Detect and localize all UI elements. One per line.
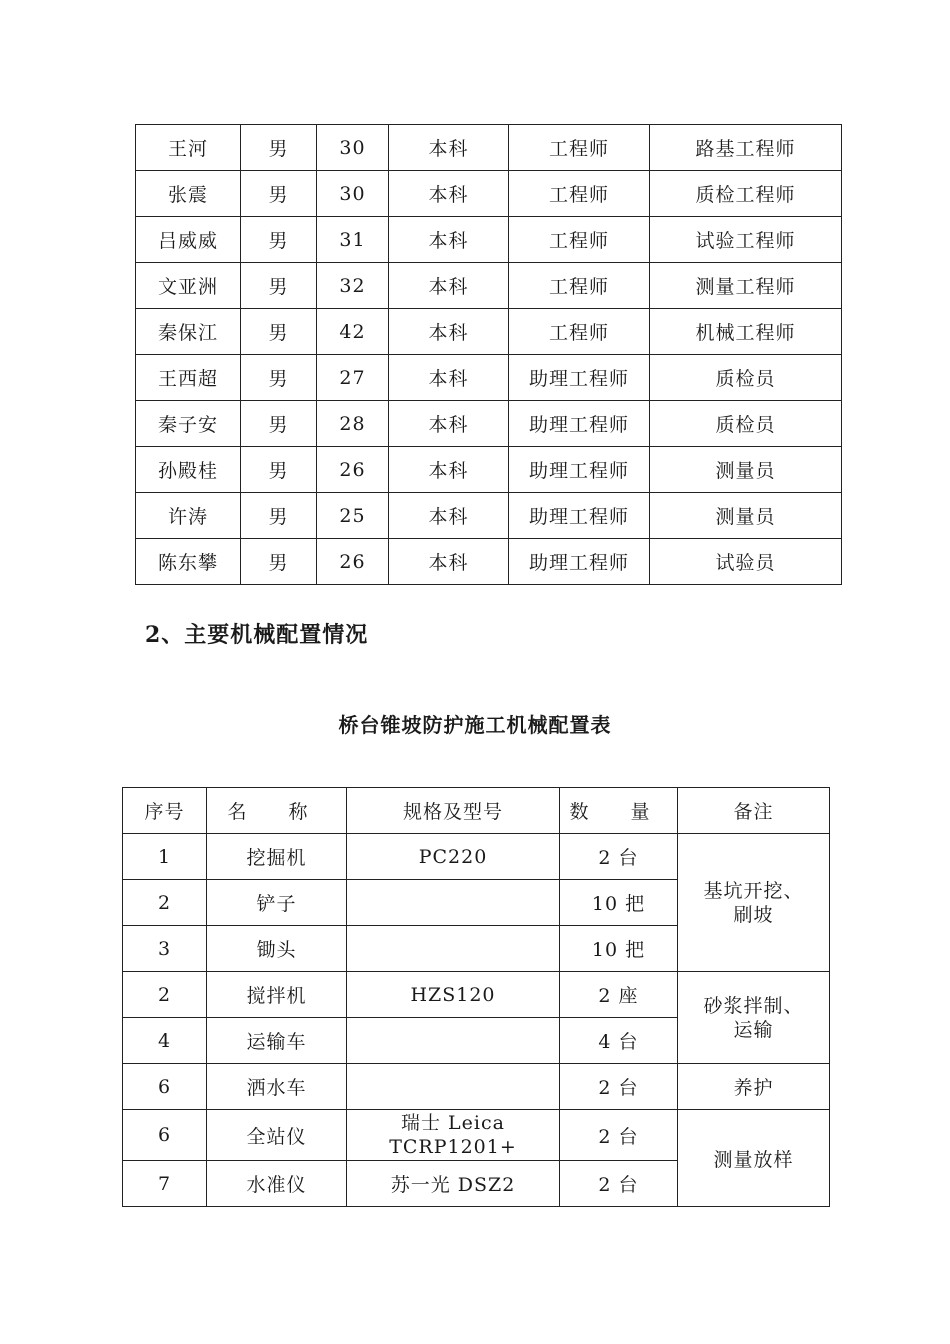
staff-name: 许涛 [136, 493, 241, 539]
table-header-row [123, 788, 830, 834]
staff-role: 测量员 [650, 493, 842, 539]
staff-education: 本科 [389, 125, 509, 171]
machine-spec [347, 1110, 560, 1161]
machine-name: 锄头 [207, 926, 347, 972]
staff-title: 助理工程师 [509, 355, 650, 401]
staff-title: 助理工程师 [509, 493, 650, 539]
staff-name: 秦保江 [136, 309, 241, 355]
machine-spec [347, 1064, 560, 1110]
machine-spec: HZS120 [347, 972, 560, 1018]
table-row [136, 355, 842, 401]
table-row [123, 972, 830, 1018]
machine-remark: 测量放样 [678, 1110, 830, 1207]
staff-gender: 男 [241, 447, 317, 493]
remark-line: 刷坡 [733, 903, 774, 926]
machine-spec [347, 926, 560, 972]
table-row [136, 493, 842, 539]
staff-education: 本科 [389, 493, 509, 539]
machine-no: 6 [123, 1110, 207, 1161]
staff-age: 32 [317, 263, 389, 309]
staff-age: 42 [317, 309, 389, 355]
machine-table-title: 桥台锥坡防护施工机械配置表 [338, 713, 612, 737]
machine-table [122, 787, 830, 1207]
machine-qty: 10 把 [560, 926, 678, 972]
machine-qty: 2 台 [560, 834, 678, 880]
staff-education: 本科 [389, 355, 509, 401]
staff-name: 张震 [136, 171, 241, 217]
staff-name: 文亚洲 [136, 263, 241, 309]
table-row [136, 171, 842, 217]
machine-name: 全站仪 [207, 1110, 347, 1161]
staff-gender: 男 [241, 309, 317, 355]
table-row [136, 539, 842, 585]
staff-age: 30 [317, 171, 389, 217]
spec-line: TCRP1201+ [389, 1136, 517, 1158]
staff-age: 26 [317, 447, 389, 493]
staff-age: 27 [317, 355, 389, 401]
table-row [123, 1064, 830, 1110]
machine-no: 6 [123, 1064, 207, 1110]
machine-no: 4 [123, 1018, 207, 1064]
staff-education: 本科 [389, 447, 509, 493]
staff-title: 工程师 [509, 171, 650, 217]
remark-line: 砂浆拌制、 [703, 994, 804, 1017]
staff-gender: 男 [241, 217, 317, 263]
remark-line: 基坑开挖、 [703, 879, 804, 902]
staff-education: 本科 [389, 309, 509, 355]
machine-remark: 养护 [678, 1064, 830, 1110]
staff-name: 王河 [136, 125, 241, 171]
machine-qty: 2 台 [560, 1064, 678, 1110]
staff-gender: 男 [241, 539, 317, 585]
machine-remark [678, 834, 830, 972]
section-heading: 2、主要机械配置情况 [145, 622, 369, 648]
staff-title: 助理工程师 [509, 539, 650, 585]
staff-education: 本科 [389, 171, 509, 217]
machine-name: 搅拌机 [207, 972, 347, 1018]
staff-role: 测量工程师 [650, 263, 842, 309]
staff-role: 质检员 [650, 401, 842, 447]
machine-no: 3 [123, 926, 207, 972]
machine-spec [347, 1018, 560, 1064]
staff-age: 31 [317, 217, 389, 263]
table-row [136, 447, 842, 493]
staff-name: 秦子安 [136, 401, 241, 447]
staff-table-body [136, 125, 842, 585]
remark-line: 运输 [733, 1018, 774, 1041]
table-row [136, 309, 842, 355]
machine-no: 1 [123, 834, 207, 880]
machine-name: 铲子 [207, 880, 347, 926]
table-row [136, 263, 842, 309]
machine-no: 2 [123, 972, 207, 1018]
staff-gender: 男 [241, 355, 317, 401]
staff-title: 助理工程师 [509, 401, 650, 447]
staff-gender: 男 [241, 263, 317, 309]
staff-role: 质检员 [650, 355, 842, 401]
spec-line: 瑞士 Leica [401, 1112, 505, 1134]
staff-title: 助理工程师 [509, 447, 650, 493]
table-row [123, 1110, 830, 1161]
staff-gender: 男 [241, 493, 317, 539]
machine-remark [678, 972, 830, 1064]
machine-qty: 10 把 [560, 880, 678, 926]
staff-name: 王西超 [136, 355, 241, 401]
machine-name: 洒水车 [207, 1064, 347, 1110]
staff-gender: 男 [241, 171, 317, 217]
staff-name: 吕威威 [136, 217, 241, 263]
table-row [136, 125, 842, 171]
table-row [136, 401, 842, 447]
table-row [136, 217, 842, 263]
machine-no: 2 [123, 880, 207, 926]
staff-education: 本科 [389, 539, 509, 585]
machine-qty: 4 台 [560, 1018, 678, 1064]
staff-role: 试验员 [650, 539, 842, 585]
machine-qty: 2 座 [560, 972, 678, 1018]
machine-spec [347, 880, 560, 926]
staff-table [135, 124, 842, 585]
staff-title: 工程师 [509, 263, 650, 309]
staff-age: 28 [317, 401, 389, 447]
staff-age: 26 [317, 539, 389, 585]
machine-name: 挖掘机 [207, 834, 347, 880]
staff-title: 工程师 [509, 217, 650, 263]
staff-gender: 男 [241, 401, 317, 447]
staff-title: 工程师 [509, 125, 650, 171]
header-qty: 数 量 [560, 788, 678, 834]
staff-education: 本科 [389, 401, 509, 447]
staff-role: 试验工程师 [650, 217, 842, 263]
header-name: 名 称 [207, 788, 347, 834]
machine-spec: 苏一光 DSZ2 [347, 1161, 560, 1207]
machine-no: 7 [123, 1161, 207, 1207]
staff-age: 30 [317, 125, 389, 171]
machine-name: 水准仪 [207, 1161, 347, 1207]
header-remark: 备注 [678, 788, 830, 834]
staff-name: 陈东攀 [136, 539, 241, 585]
machine-qty: 2 台 [560, 1161, 678, 1207]
staff-role: 路基工程师 [650, 125, 842, 171]
table-row [123, 834, 830, 880]
staff-role: 质检工程师 [650, 171, 842, 217]
staff-age: 25 [317, 493, 389, 539]
staff-title: 工程师 [509, 309, 650, 355]
staff-education: 本科 [389, 263, 509, 309]
header-spec: 规格及型号 [347, 788, 560, 834]
staff-name: 孙殿桂 [136, 447, 241, 493]
machine-qty: 2 台 [560, 1110, 678, 1161]
machine-spec: PC220 [347, 834, 560, 880]
staff-gender: 男 [241, 125, 317, 171]
machine-name: 运输车 [207, 1018, 347, 1064]
staff-role: 机械工程师 [650, 309, 842, 355]
staff-role: 测量员 [650, 447, 842, 493]
staff-education: 本科 [389, 217, 509, 263]
header-no: 序号 [123, 788, 207, 834]
